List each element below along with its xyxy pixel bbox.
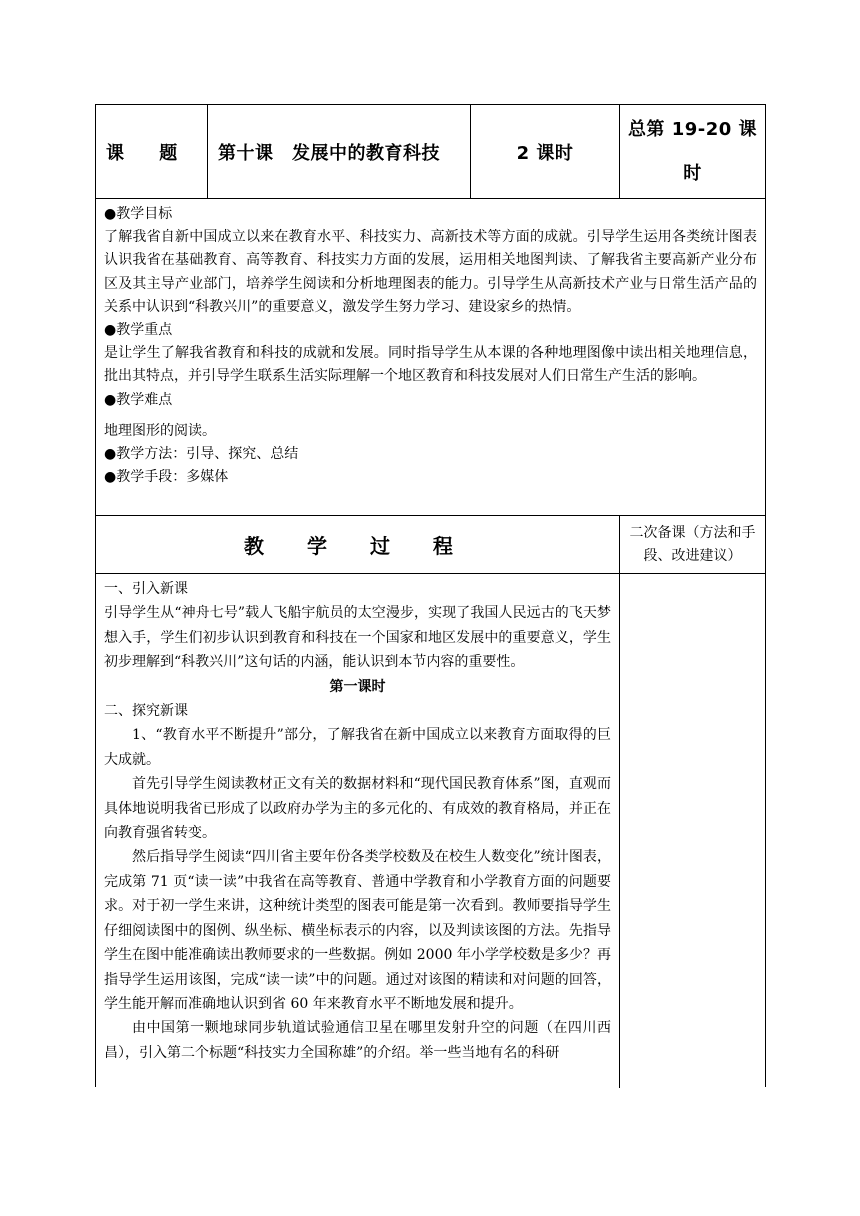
explore-para-4: 由中国第一颗地球同步轨道试验通信卫星在哪里发射升空的问题（在四川西昌），引入第二个标题“科技实力全国称雄”的介绍。举一些当地有名的科研: [104, 1020, 611, 1061]
label-cell: [96, 105, 208, 198]
intro-heading: 一、引入新课: [104, 581, 188, 597]
lesson-total: 总第 19-20 课时: [627, 118, 758, 184]
methods-text: ●教学方法：引导、探究、总结: [104, 446, 299, 463]
header-row: [96, 105, 765, 199]
lesson-title: 第十课 发展中的教育科技: [218, 142, 440, 164]
goal-text: 了解我省自新中国成立以来在教育水平、科技实力、高新技术等方面的成就。引导学生运用各类统计图表认识我省在基础教育、高等教育、科技实力方面的发展，运用相关地图判读、了解我省主要高新产业分布区及其主导产业部门，培养学生阅读和分析地理图表的能力。引导学生从高新技术产业与日常生活产品的关系中认识到“科教兴川”的重要意义，激发学生努力学习、建设家乡的热情。: [104, 229, 757, 315]
side-note-header: 二次备课（方法和手段、改进建议）: [629, 524, 756, 564]
label-text: 课 题: [106, 142, 178, 164]
explore-heading: 二、探究新课: [104, 703, 188, 720]
objectives-block: [96, 198, 765, 516]
goal-heading: ●教学目标: [104, 206, 173, 222]
key-heading: ●教学重点: [104, 322, 173, 339]
explore-para-3: 然后指导学生阅读“四川省主要年份各类学校数及在校生人数变化”统计图表，完成第 71 页“读一读”中我省在高等教育、普通中学教育和小学教育方面的问题要求。对于初一学生来讲，这种统计类型的图表可能是第一次看到。教师要指导学生仔细阅读图中的图例、纵坐标、横坐标表示的内容，以及判读该图的方法。先指导学生在图中能准确读出教师要求的一些数据。例如 2000 年小学学校数是多少？再指导学生运用该图，完成“读一读”中的问题。通过对该图的精读和对问题的回答，学生能开解而准确地认识到省 60 年来教育水平不断地发展和提升。: [104, 849, 611, 1012]
difficulty-heading: ●教学难点: [104, 391, 173, 408]
process-header-row: [96, 516, 765, 574]
explore-para-2: 首先引导学生阅读教材正文有关的数据材料和“现代国民教育体系”图，直观而具体地说明我省已形成了以政府办学为主的多元化的、有成效的教育格局，并正在向教育强省转变。: [104, 776, 611, 842]
first-lesson-label: 第一课时: [329, 678, 386, 695]
lesson-hours: 2 课时: [516, 142, 574, 164]
intro-text: 引导学生从“神舟七号”载人飞船宇航员的太空漫步，实现了我国人民远古的飞天梦想入手，学生们初步认识到教育和科技在一个国家和地区发展中的重要意义，学生初步理解到“科教兴川”这句话的内涵，能认识到本节内容的重要性。: [104, 605, 611, 671]
process-body: [96, 573, 620, 1088]
total-cell: [620, 105, 765, 198]
lesson-title-cell: [208, 105, 471, 198]
hours-cell: [471, 105, 620, 198]
tools-text: ●教学手段：多媒体: [104, 469, 229, 486]
process-title: 教 学 过 程: [96, 516, 620, 573]
key-text: 是让学生了解我省教育和科技的成就和发展。同时指导学生从本课的各种地理图像中读出相关地理信息，批出其特点，并引导学生联系生活实际理解一个地区教育和科技发展对人们日常生产生活的影响。: [104, 345, 757, 385]
lesson-plan-table: [95, 104, 766, 1087]
explore-item-1: 1、“教育水平不断提升”部分，了解我省在新中国成立以来教育方面取得的巨大成就。: [104, 727, 611, 768]
difficulty-text: 地理图形的阅读。: [104, 422, 216, 439]
